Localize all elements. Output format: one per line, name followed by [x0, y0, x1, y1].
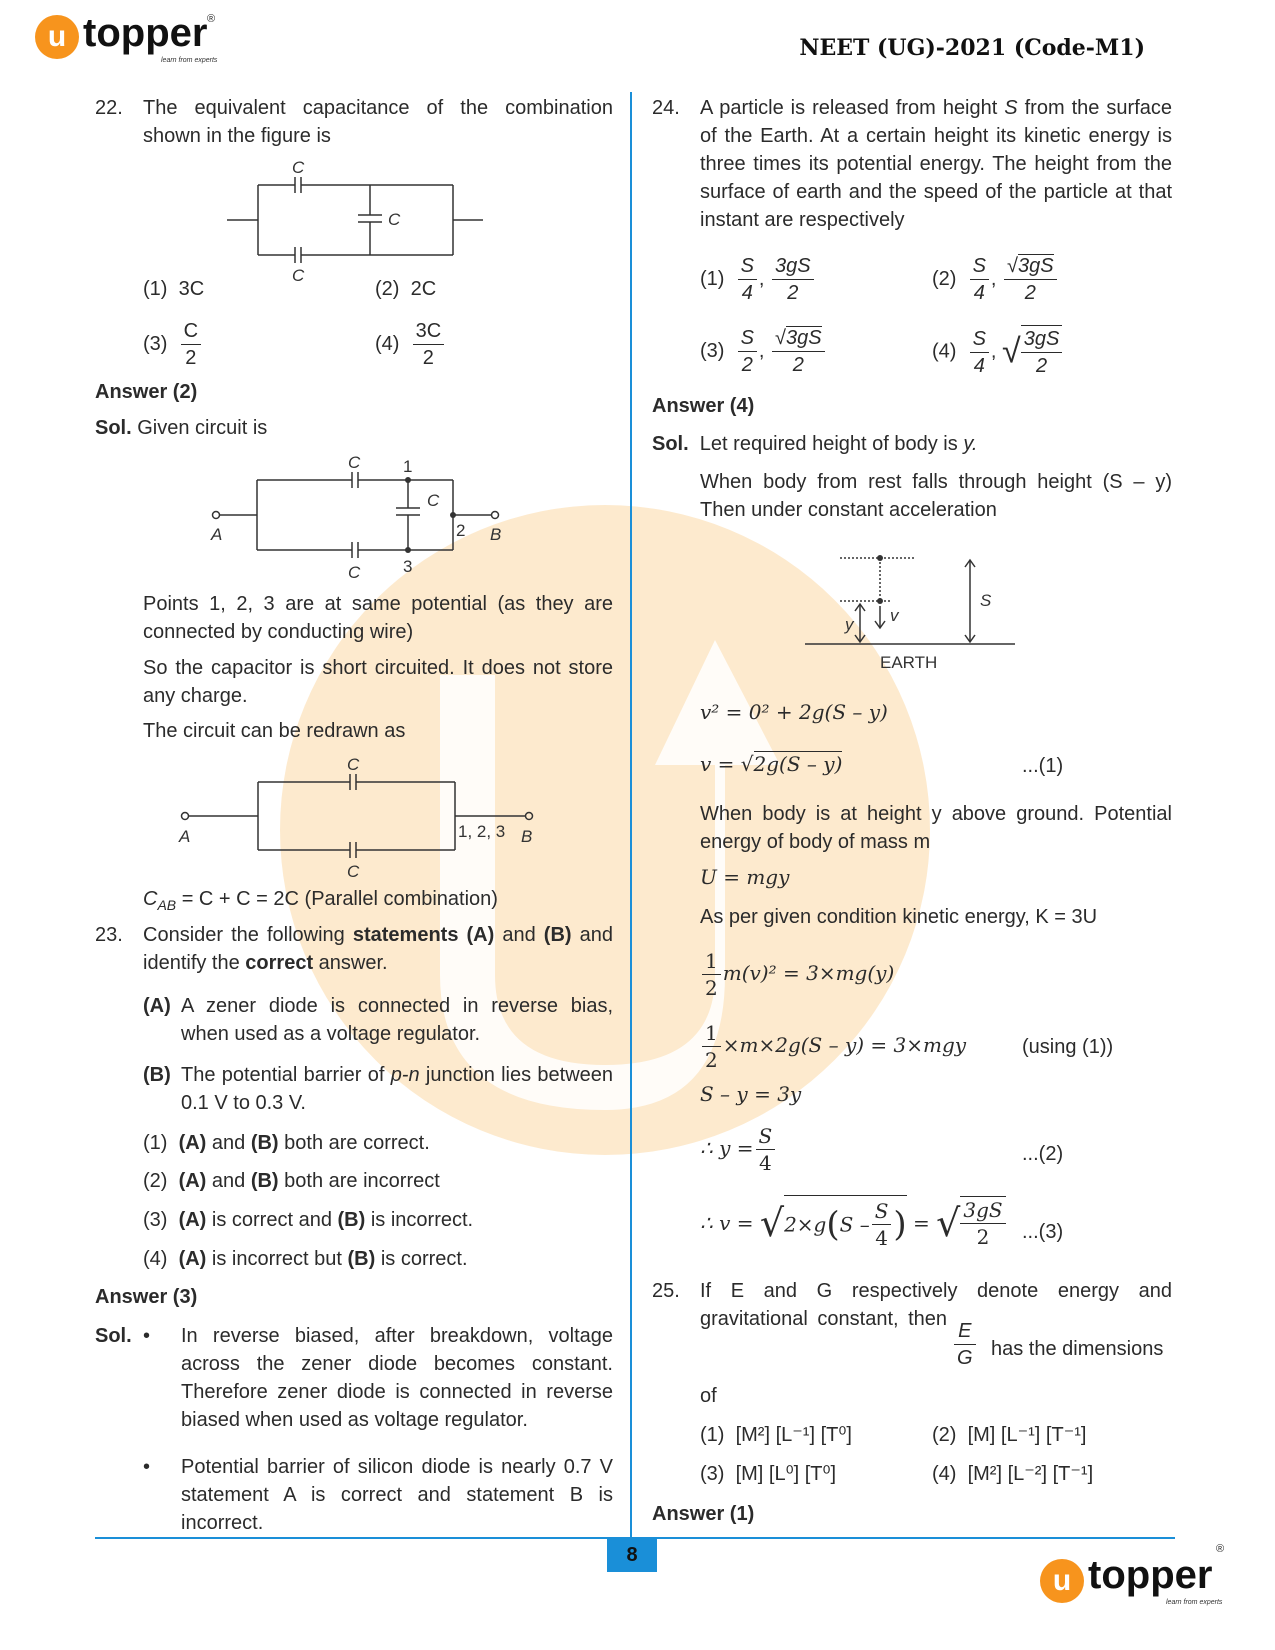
fn: 1 [702, 1020, 721, 1047]
t: is incorrect. [365, 1209, 474, 1231]
sqrt-sign-2: √ [936, 1201, 961, 1245]
fig2-label-c-bot: C [348, 563, 361, 580]
q24-eq-u: U = mgy [700, 865, 790, 889]
q25-option-2[interactable] [932, 1421, 1086, 1449]
brand-name: topper [1088, 1553, 1213, 1597]
q25-answer: Answer (1) [652, 1503, 755, 1525]
n: (4) [143, 1248, 168, 1270]
fig-label-y: y [845, 615, 854, 634]
frac2 [960, 1196, 1005, 1250]
q25-fraction [952, 1318, 978, 1371]
t7: answer. [313, 952, 388, 974]
q22-circuit-figure [225, 155, 485, 285]
frac [872, 1198, 892, 1251]
fig3-label-c-top: C [347, 755, 360, 774]
sol-label: Sol. [95, 417, 132, 439]
q24-option-3[interactable]: (3) $\frac{S}{2}$ , $\frac{√3gS}{2}$ [700, 325, 827, 378]
m: is correct and [206, 1209, 338, 1231]
sqrt-sign: √ [759, 1201, 785, 1245]
q22-fig-label-c-mid: C [388, 210, 401, 229]
q23-bullet-2: • [143, 1456, 151, 1478]
fd: 4 [875, 1226, 888, 1250]
fd: 4 [758, 1151, 772, 1175]
sqrt-body: 3gS [1018, 255, 1054, 277]
n: (1) [143, 1132, 168, 1154]
v: [M²] [L⁻¹] [T⁰] [735, 1424, 852, 1446]
q24-sol-line-1 [652, 430, 977, 458]
brand-reg: ® [207, 13, 216, 25]
t6: correct [245, 952, 314, 974]
v: [M] [L⁻¹] [T⁻¹] [967, 1424, 1087, 1446]
brand-name: topper [83, 11, 208, 55]
q24-eq-4-tag: (using (1)) [1022, 1036, 1114, 1058]
q22-option-4-fraction [413, 318, 445, 371]
fig-label-earth: EARTH [880, 653, 938, 672]
rest: m(v)² = 3×mg(y) [722, 961, 895, 985]
exam-title: NEET (UG)-2021 (Code-M1) [799, 35, 1145, 61]
fig2-label-c-top: C [348, 453, 361, 472]
q24-sol-line-2: When body from rest falls through height (S – y) Then under constant acceleration [700, 471, 1172, 521]
frac [954, 1318, 976, 1371]
t3: from the surface of the Earth. At a certain height its kinetic energy is three times its potential energy. The height from the surface of earth and the speed of the particle at that instant are respectively [700, 97, 1172, 231]
b: (B) [347, 1248, 376, 1270]
fd: 2 [792, 354, 804, 376]
n: (4) [932, 340, 957, 363]
fd: G [957, 1347, 973, 1369]
q22-para-2: So the capacitor is short circuited. It does not store any charge. [143, 657, 613, 707]
q22-para-3: The circuit can be redrawn as [143, 720, 406, 742]
paren-open: ( [826, 1204, 840, 1245]
f2 [772, 253, 814, 306]
frac [702, 948, 721, 1001]
rest: ×m×2g(S – y) = 3×mgy [722, 1033, 967, 1057]
fn [772, 325, 825, 352]
sqrt-sign: √ [1007, 255, 1019, 277]
q22-solution-circuit [205, 450, 515, 580]
rad: 2g(S – y) [753, 752, 843, 776]
f2 [1004, 253, 1057, 306]
q24-fall-figure [800, 548, 1030, 678]
fd: 2 [1035, 355, 1048, 377]
q24-para-1: When body is at height y above ground. Potential energy of body of mass m [700, 803, 1172, 853]
b: (B) [250, 1170, 279, 1192]
a: (A) [178, 1132, 207, 1154]
header-logo [35, 11, 235, 75]
q23-option-2[interactable] [143, 1167, 440, 1195]
q22-redrawn-circuit [175, 750, 545, 880]
q23-text [143, 921, 613, 977]
q22-fig-label-c-top: C [292, 158, 305, 177]
q25-text-2: has the dimensions [991, 1338, 1164, 1360]
frac [756, 1123, 776, 1176]
t3: and [494, 924, 544, 946]
column-divider [630, 92, 632, 1537]
frac-num: C [181, 318, 201, 345]
frac-den: 2 [185, 347, 197, 369]
q22-option-1-num: (1) [143, 278, 168, 300]
q22-option-4[interactable] [375, 318, 446, 371]
q24-number: 24. [652, 97, 680, 119]
t2: S [1004, 97, 1018, 119]
fd: 2 [1024, 282, 1036, 304]
fd: 2 [705, 976, 718, 1000]
logo-icon: u [1040, 1559, 1084, 1603]
rad [784, 1195, 907, 1251]
fig3-label-b: B [521, 827, 533, 846]
b2: p-n [390, 1064, 420, 1086]
fd: 2 [741, 354, 753, 376]
footer-logo [1040, 1543, 1240, 1615]
q22-option-2-value: 2C [410, 278, 437, 300]
page-number: 8 [607, 1538, 657, 1572]
q22-option-1[interactable] [143, 278, 204, 301]
fn: E [954, 1318, 976, 1345]
n: (2) [143, 1170, 168, 1192]
sqrt-sign: √ [775, 327, 787, 349]
fn: 3gS [1021, 326, 1063, 353]
frac-den: 2 [422, 347, 434, 369]
q25-option-4[interactable] [932, 1460, 1093, 1488]
q23-option-3[interactable] [143, 1206, 473, 1234]
t: both are correct. [278, 1132, 430, 1154]
fd: 4 [973, 354, 985, 377]
sqrt-big: √ [1002, 332, 1021, 371]
f2 [772, 325, 825, 378]
q23-number: 23. [95, 924, 123, 946]
sl: Sol. [652, 433, 689, 455]
q23-stmt-a-label: (A) [143, 995, 171, 1017]
fd: 2 [787, 282, 799, 304]
q25-option-3[interactable] [700, 1460, 836, 1488]
q22-number: 22. [95, 97, 123, 119]
t5: and identify the [143, 924, 613, 974]
fn: S [970, 326, 989, 353]
in1: 2×g [784, 1212, 827, 1237]
q24-option-4[interactable]: (4) $\frac{S}{4}$ , √ $\frac{3gS}{2}$ [932, 325, 1064, 379]
q23-sol-2: Potential barrier of silicon diode is nearly 0.7 V statement A is correct and statement B is incorrect. [181, 1456, 613, 1534]
eq: = [913, 1211, 930, 1235]
fd: 2 [976, 1225, 990, 1249]
fig3-label-c-bot: C [347, 862, 360, 880]
m: is incorrect but [206, 1248, 348, 1270]
fn: 3gS [772, 253, 814, 280]
q23-option-4[interactable] [143, 1245, 468, 1273]
q22-option-3-fraction [181, 318, 201, 371]
t1: Consider the following [143, 924, 353, 946]
m: and [206, 1170, 251, 1192]
q22-option-2-num: (2) [375, 278, 400, 300]
q22-option-4-num: (4) [375, 333, 400, 355]
cab-rest: = C + C = 2C (Parallel combination) [176, 888, 498, 910]
m: and [206, 1132, 251, 1154]
q22-option-3[interactable] [143, 318, 203, 371]
n: (2) [932, 1424, 957, 1446]
fig3-label-points: 1, 2, 3 [458, 822, 506, 841]
q24-text [700, 94, 1172, 234]
q22-option-2[interactable] [375, 278, 436, 301]
a: (A) [178, 1248, 207, 1270]
q24-answer: Answer (4) [652, 395, 755, 417]
f1 [738, 325, 757, 378]
q24-eq-5: S – y = 3y [700, 1082, 802, 1106]
fig2-label-1: 1 [403, 457, 413, 476]
f1 [738, 253, 757, 306]
f1 [970, 326, 989, 379]
q22-text: The equivalent capacitance of the combination shown in the figure is [143, 97, 613, 147]
brand-tagline: learn from experts [161, 57, 218, 64]
fn: S [738, 253, 757, 280]
q23-bullet-1: • [143, 1325, 151, 1347]
q22-option-1-value: 3C [178, 278, 205, 300]
q23-stmt-a-text: A zener diode is connected in reverse bias, when used as a voltage regulator. [181, 995, 613, 1045]
fn: S [970, 253, 989, 280]
f1 [970, 253, 989, 306]
cab-sub: AB [157, 897, 177, 913]
q22-option-3-num: (3) [143, 333, 168, 355]
b3: junction lies between 0.1 V to 0.3 V. [181, 1064, 614, 1114]
q24-option-2[interactable]: (2) $\frac{S}{4}$ , $\frac{√3gS}{2}$ [932, 253, 1059, 306]
sqrt-body: 3gS [786, 327, 822, 349]
q22-cab-equation [143, 885, 498, 919]
fn [1004, 253, 1057, 280]
frac-num: 3C [413, 318, 445, 345]
a: (A) [178, 1170, 207, 1192]
v: [M²] [L⁻²] [T⁻¹] [967, 1463, 1094, 1485]
n: (2) [932, 268, 957, 290]
n: (3) [700, 340, 725, 362]
q24-eq-3 [700, 948, 894, 1001]
n: (4) [932, 1463, 957, 1485]
a: (A) [178, 1209, 207, 1231]
pre: ∴ v = [700, 1211, 754, 1235]
q25-option-1[interactable] [700, 1421, 852, 1449]
q22-solution-intro [95, 414, 267, 442]
pre: ∴ y = [700, 1136, 754, 1160]
fn: 3gS [960, 1197, 1005, 1224]
lhs: v = [700, 752, 735, 776]
fig3-label-a: A [179, 827, 191, 846]
sol-text: Given circuit is [137, 417, 268, 439]
logo-icon: u [35, 15, 79, 59]
f2 [1021, 325, 1063, 379]
brand-tagline: learn from experts [1166, 1599, 1223, 1606]
fig-label-s: S [980, 591, 992, 610]
fig2-label-b: B [490, 525, 502, 544]
q23-option-1[interactable] [143, 1129, 430, 1157]
fig2-label-c-mid: C [427, 491, 440, 510]
q24-para-2: As per given condition kinetic energy, K = 3U [700, 906, 1098, 928]
fd: 2 [705, 1048, 718, 1072]
fn: S [738, 325, 757, 352]
n: (1) [700, 268, 725, 290]
q23-stmt-b-label: (B) [143, 1064, 171, 1086]
q23-answer: Answer (3) [95, 1286, 198, 1308]
q23-stmt-b-text [181, 1061, 613, 1117]
s1: Let required height of body is [699, 433, 964, 455]
q23-sol-1: In reverse biased, after breakdown, voltage across the zener diode becomes constant. Therefore zener diode is connected in reverse biased when used as voltage regulator. [181, 1325, 613, 1431]
q23-sol-label: Sol. [95, 1325, 132, 1347]
frac [702, 1020, 721, 1073]
q24-eq-2-tag: ...(1) [1022, 755, 1064, 777]
fd: 4 [741, 282, 753, 304]
b: (B) [250, 1132, 279, 1154]
q24-eq-6 [700, 1123, 777, 1176]
sy: y. [963, 433, 978, 455]
fig2-label-2: 2 [456, 521, 466, 540]
fd: 4 [973, 282, 985, 304]
t: is correct. [375, 1248, 468, 1270]
fn: 1 [702, 948, 721, 975]
sqrt-sign: √ [740, 752, 754, 776]
n: (3) [143, 1209, 168, 1231]
b: (B) [337, 1209, 366, 1231]
q22-para-1: Points 1, 2, 3 are at same potential (as they are connected by conducting wire) [143, 593, 613, 643]
q25-text-3: of [700, 1385, 717, 1407]
in2: S – [839, 1212, 870, 1237]
q24-eq-2 [700, 752, 842, 776]
brand-reg: ® [1216, 1543, 1225, 1555]
q24-eq-1: v² = 0² + 2g(S – y) [700, 700, 888, 724]
fig-label-v: v [890, 606, 899, 625]
fn: S [872, 1198, 892, 1225]
q24-eq-4 [700, 1020, 966, 1073]
fig2-label-3: 3 [403, 557, 413, 576]
q25-number: 25. [652, 1280, 680, 1302]
t1: A particle is released from height [700, 97, 1005, 119]
fig2-label-a: A [211, 525, 223, 544]
t4: (B) [543, 924, 572, 946]
q25-text-1: If E and G respectively denote energy and gravitational constant, then [700, 1280, 1172, 1330]
n: (3) [700, 1463, 725, 1485]
t: both are incorrect [278, 1170, 440, 1192]
q22-fig-label-c-bot: C [292, 266, 305, 285]
q24-eq-6-tag: ...(2) [1022, 1143, 1064, 1165]
b1: The potential barrier of [181, 1064, 391, 1086]
q24-eq-7 [700, 1195, 1008, 1251]
paren-close: ) [893, 1204, 907, 1245]
cab-c: C [143, 888, 158, 910]
q24-eq-7-tag: ...(3) [1022, 1221, 1064, 1243]
q24-option-1[interactable]: (1) $\frac{S}{4}$ , $\frac{3gS}{2}$ [700, 253, 816, 306]
fn: S [756, 1123, 776, 1150]
v: [M] [L⁰] [T⁰] [735, 1463, 837, 1485]
n: (1) [700, 1424, 725, 1446]
t2: statements (A) [352, 924, 495, 946]
q22-answer: Answer (2) [95, 381, 198, 403]
